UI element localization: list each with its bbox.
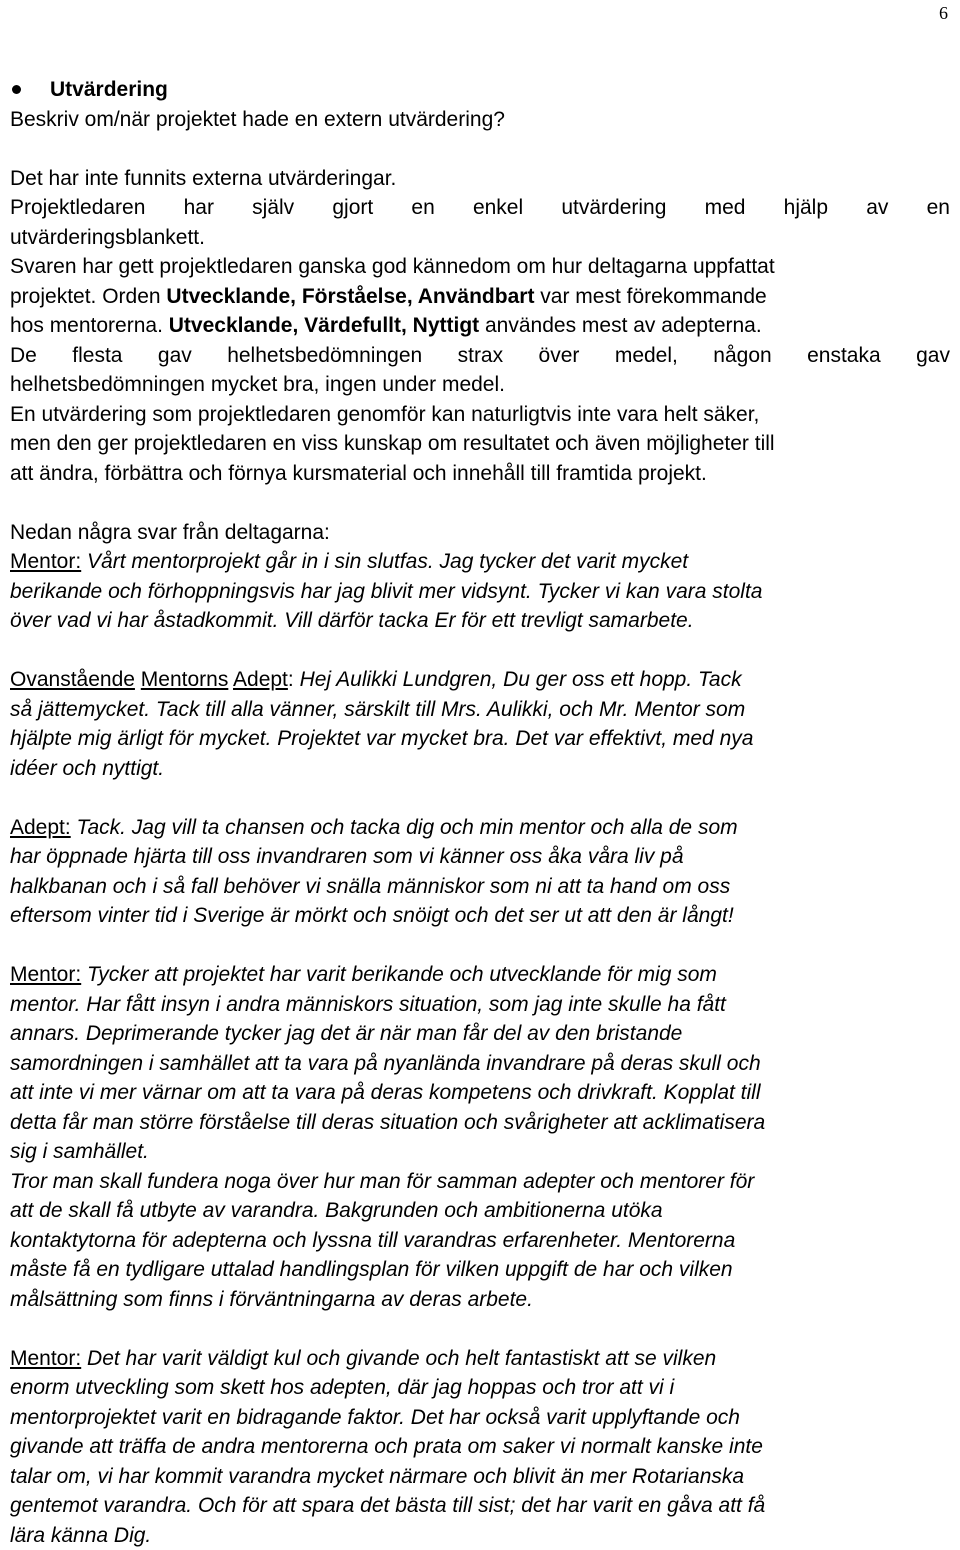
text-line: att inte vi mer värnar om att ta vara på deras kompetens och drivkraft. Kopplat till	[10, 1078, 950, 1108]
text-line: har öppnade hjärta till oss invandraren som vi känner oss åka våra liv på	[10, 842, 950, 872]
response-adept-1	[10, 665, 950, 783]
text-line: kontaktytorna för adepterna och lyssna till varandras erfarenheter. Mentorerna	[10, 1226, 950, 1256]
evaluation-paragraph	[10, 164, 950, 489]
document-body	[10, 75, 950, 1550]
text-line: eftersom vinter tid i Sverige är mörkt och snöigt och det ser ut att den är långt!	[10, 901, 950, 931]
speaker-label: Mentor:	[10, 550, 81, 573]
text-line: mentorprojektet varit en bidragande faktor. Det har också varit upplyftande och	[10, 1403, 950, 1433]
responses-intro: Nedan några svar från deltagarna:	[10, 518, 950, 548]
text-line: Svaren har gett projektledaren ganska god kännedom om hur deltagarna uppfattat	[10, 252, 950, 282]
text-line: men den ger projektledaren en viss kunskap om resultatet och även möjligheter till	[10, 429, 950, 459]
bullet-icon	[12, 85, 21, 94]
text-line: Mentor: Det har varit väldigt kul och givande och helt fantastiskt att se vilken	[10, 1344, 950, 1374]
page-number: 6	[939, 3, 948, 23]
section-question: Beskriv om/när projektet hade en extern utvärdering?	[10, 105, 950, 135]
text-line: samordningen i samhället att ta vara på nyanlända invandrare på deras skull och	[10, 1049, 950, 1079]
text-line: annars. Deprimerande tycker jag det är när man får del av den bristande	[10, 1019, 950, 1049]
text-line: talar om, vi har kommit varandra mycket närmare och blivit än mer Rotarianska	[10, 1462, 950, 1492]
text-line: Det har inte funnits externa utvärderingar.	[10, 164, 950, 194]
response-adept-2	[10, 813, 950, 931]
speaker-label: Mentor:	[10, 963, 81, 986]
text-line: gentemot varandra. Och för att spara det bästa till sist; det har varit en gåva att få	[10, 1491, 950, 1521]
text-line: sig i samhället.	[10, 1137, 950, 1167]
text-line: Adept: Tack. Jag vill ta chansen och tacka dig och min mentor och alla de som	[10, 813, 950, 843]
speaker-label: Ovanstående	[10, 668, 135, 691]
text-line: berikande och förhoppningsvis har jag blivit mer vidsynt. Tycker vi kan vara stolta	[10, 577, 950, 607]
text-line: över vad vi har åstadkommit. Vill därför tacka Er för ett trevligt samarbete.	[10, 606, 950, 636]
text-line: halkbanan och i så fall behöver vi snälla människor som ni att ta hand om oss	[10, 872, 950, 902]
section-heading: Utvärdering	[50, 75, 168, 105]
text-line: Tror man skall fundera noga över hur man för samman adepter och mentorer för	[10, 1167, 950, 1197]
text-line: Ovanstående Mentorns Adept: Hej Aulikki Lundgren, Du ger oss ett hopp. Tack	[10, 665, 950, 695]
speaker-label: Adept:	[10, 816, 71, 839]
text-line: detta får man större förståelse till deras situation och svårigheter att acklimatisera	[10, 1108, 950, 1138]
text-line: hos mentorerna. Utvecklande, Värdefullt, Nyttigt användes mest av adepterna.	[10, 311, 950, 341]
text-line: Projektledaren har själv gjort en enkel utvärdering med hjälp av en	[10, 193, 950, 223]
text-line: idéer och nyttigt.	[10, 754, 950, 784]
text-line: måste få en tydligare uttalad handlingsplan för vilken uppgift de har och vilken	[10, 1255, 950, 1285]
text-line: att de skall få utbyte av varandra. Bakgrunden och ambitionerna utöka	[10, 1196, 950, 1226]
text-line: så jättemycket. Tack till alla vänner, särskilt till Mrs. Aulikki, och Mr. Mentor som	[10, 695, 950, 725]
section-heading-row	[10, 75, 950, 105]
response-mentor-2	[10, 960, 950, 1314]
text-line: Mentor: Tycker att projektet har varit berikande och utvecklande för mig som	[10, 960, 950, 990]
text-line: hjälpte mig ärligt för mycket. Projektet var mycket bra. Det var effektivt, med nya	[10, 724, 950, 754]
text-line: lära känna Dig.	[10, 1521, 950, 1550]
text-line: En utvärdering som projektledaren genomför kan naturligtvis inte vara helt säker,	[10, 400, 950, 430]
text-line: enorm utveckling som skett hos adepten, där jag hoppas och tror att vi i	[10, 1373, 950, 1403]
speaker-label: Mentor:	[10, 1347, 81, 1370]
text-line: helhetsbedömningen mycket bra, ingen under medel.	[10, 370, 950, 400]
text-line: Mentor: Vårt mentorprojekt går in i sin slutfas. Jag tycker det varit mycket	[10, 547, 950, 577]
text-line: mentor. Har fått insyn i andra människors situation, som jag inte skulle ha fått	[10, 990, 950, 1020]
text-line: att ändra, förbättra och förnya kursmaterial och innehåll till framtida projekt.	[10, 459, 950, 489]
text-line: De flesta gav helhetsbedömningen strax över medel, någon enstaka gav	[10, 341, 950, 371]
text-line: utvärderingsblankett.	[10, 223, 950, 253]
text-line: målsättning som finns i förväntningarna av deras arbete.	[10, 1285, 950, 1315]
text-line: projektet. Orden Utvecklande, Förståelse, Användbart var mest förekommande	[10, 282, 950, 312]
response-mentor-1	[10, 547, 950, 636]
text-line: givande att träffa de andra mentorerna och prata om saker vi normalt kanske inte	[10, 1432, 950, 1462]
response-mentor-3	[10, 1344, 950, 1550]
